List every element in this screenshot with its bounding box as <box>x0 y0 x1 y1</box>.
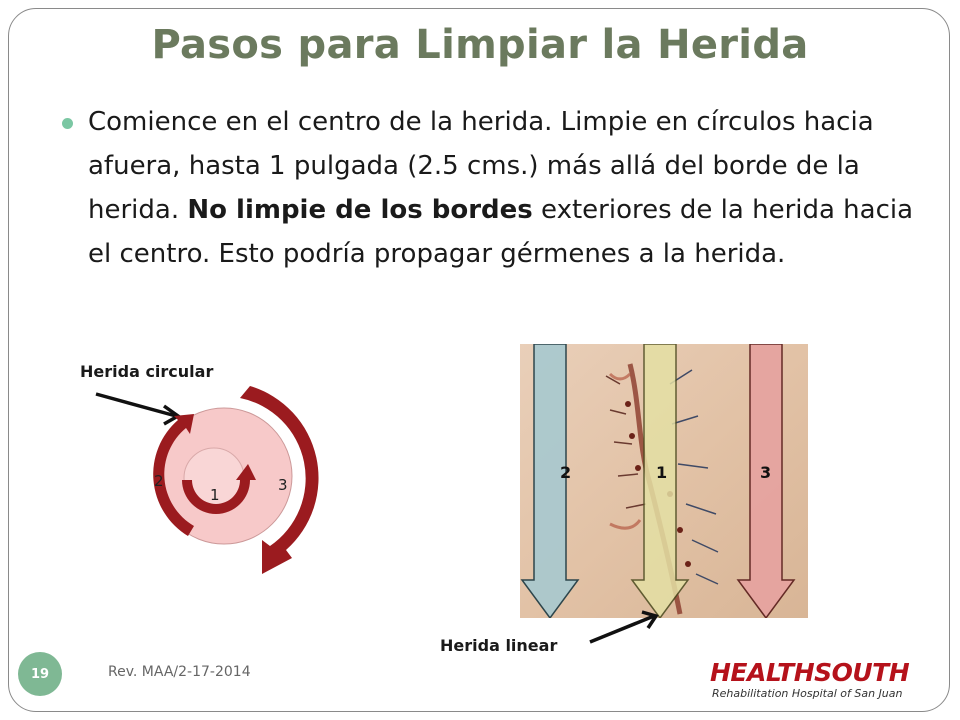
linear-wound-diagram <box>520 344 808 618</box>
circular-pointer-arrow <box>96 394 178 424</box>
circular-number-3: 3 <box>278 476 288 494</box>
circular-number-2: 2 <box>154 472 164 490</box>
bullet-text-part2: exteriores de la herida hacia el centro. Esto podría propagar gérmenes a la herida. <box>88 195 914 269</box>
bullet-text-part1: Comience en el centro de la herida. Limpie en círculos hacia afuera, hasta 1 pulgada (2.5 cms.) más allá del borde de la herida. <box>88 107 874 225</box>
circular-wound-diagram <box>90 380 340 590</box>
healthsouth-logo <box>710 660 936 702</box>
linear-pointer-arrow <box>586 608 666 648</box>
page-number-badge <box>18 652 62 696</box>
linear-number-1: 1 <box>656 463 668 482</box>
linear-wound-photo <box>520 344 808 618</box>
page-number: 19 <box>30 666 50 682</box>
bullet-text <box>88 100 918 276</box>
bullet-dot <box>62 118 73 129</box>
logo-name: HEALTHSOUTH <box>710 658 910 687</box>
circular-number-1: 1 <box>210 486 220 504</box>
circular-wound-label: Herida circular <box>80 362 214 381</box>
slide-title: Pasos para Limpiar la Herida <box>151 22 809 68</box>
linear-number-2: 2 <box>560 463 572 482</box>
linear-number-3: 3 <box>760 463 772 482</box>
linear-wound-label: Herida linear <box>440 636 558 655</box>
bullet-text-bold: No limpie de los bordes <box>187 195 533 225</box>
revision-text: Rev. MAA/2-17-2014 <box>108 664 251 680</box>
logo-subtitle: Rehabilitation Hospital of San Juan <box>712 687 903 700</box>
